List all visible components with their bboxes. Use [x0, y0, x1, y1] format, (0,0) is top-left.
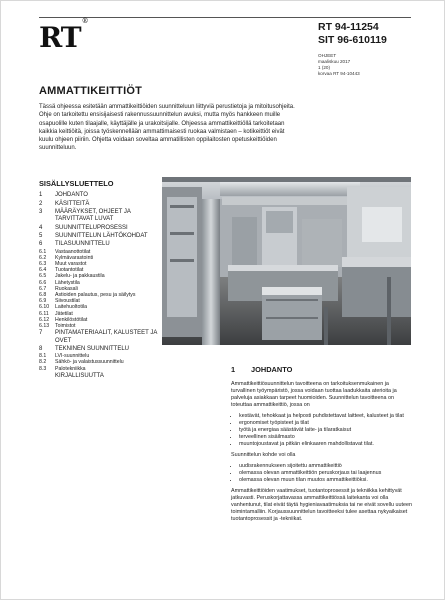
toc-item-label: Kylmävarastointi	[55, 254, 94, 261]
toc-item-number	[39, 373, 55, 380]
section-paragraph-1: Ammattikeittiösuunnittelun tavoitteena on tarkoituksenmukainen ja turvallinen työympäristö, jossa voidaan tuottaa laadukkaita aterioita ja palveluja asiakkaan tarpeet huomioiden. Suunnittelun tavoitteena on toteuttaa ammattikeittiö, jossa on	[231, 381, 397, 408]
toc-item	[39, 323, 159, 329]
table-of-contents	[39, 191, 159, 380]
toc-item-label: LVI-suunnittelu	[55, 353, 90, 360]
toc-item-number: 6.1	[39, 248, 47, 255]
toc-item-number: 6.10	[39, 304, 50, 311]
toc-item-label: Palotekniikka	[55, 365, 86, 372]
toc-item-number: 5	[39, 232, 43, 239]
toc-item	[39, 241, 159, 248]
toc-item-label: Ruokasali	[55, 285, 78, 292]
toc-item-label: Astioiden palautus, pesu ja säilytys	[55, 291, 136, 298]
toc-item-label: Laitehuoltotila	[55, 304, 88, 311]
toc-item	[39, 192, 159, 199]
section-number: 1	[231, 365, 236, 374]
toc-item-number: 6.6	[39, 279, 47, 286]
toc-item-label: Muut varastot	[55, 260, 87, 267]
rt-code: RT 94-11254	[318, 21, 379, 33]
toc-item-label: Jätetilat	[55, 310, 73, 317]
toc-item-label: KIRJALLISUUTTA	[55, 372, 104, 379]
toc-item-number: 1	[39, 192, 43, 199]
toc-item-label: PINTAMATERIAALIT, KALUSTEET JA OVET	[55, 330, 158, 344]
kitchen-photo-graphic	[162, 177, 411, 345]
rt-logo	[39, 16, 88, 54]
toc-item-label: Tuotantotilat	[55, 267, 84, 274]
list-item: • työtä ja energiaa säästävät laite- ja tilaratkaisut	[239, 427, 413, 434]
toc-item-number: 8.3	[39, 365, 47, 372]
toc-item-label: Vastaanottotilat	[55, 248, 91, 255]
document-codes	[318, 21, 387, 47]
toc-item-number: 6.11	[39, 310, 49, 317]
toc-heading: SISÄLLYSLUETTELO	[39, 179, 114, 188]
page-title: AMMATTIKEITTIÖT	[39, 85, 142, 97]
meta-replaces: korvaa RT 94-10443	[318, 71, 360, 76]
section-heading	[231, 365, 292, 374]
toc-item-label: JOHDANTO	[55, 192, 88, 199]
toc-item-label: KÄSITTEITÄ	[55, 200, 90, 207]
toc-item	[39, 201, 159, 208]
toc-item	[39, 225, 159, 232]
list-item: • olemassa olevan ammattikeittiön peruskorjaus tai laajennus	[239, 470, 413, 477]
logo-text: RT	[39, 21, 81, 54]
toc-item-number: 6.5	[39, 273, 47, 280]
toc-item-label: Jakelu- ja pakkaustila	[55, 273, 105, 280]
list-item: • muuntojoustavat ja pitkän elinkaaren mahdollistavat tilat.	[239, 441, 413, 448]
header-rule	[39, 17, 411, 18]
toc-item-label: Sähkö- ja valaistussuunnittelu	[55, 359, 124, 366]
toc-item-label: Siivoustilat	[55, 298, 80, 305]
toc-item-number: 8	[39, 345, 43, 352]
toc-item-label: SUUNNITTELUPROSESSI	[55, 224, 128, 231]
list-item: • kestävät, tehokkaat ja helposti puhdistettavat laitteet, kalusteet ja tilat	[239, 413, 413, 420]
toc-item-number: 6.13	[39, 322, 50, 329]
kitchen-photo	[162, 177, 411, 345]
toc-item-label: Toimistot	[55, 322, 76, 329]
toc-item-number: 8.2	[39, 359, 47, 366]
toc-item-number: 3	[39, 208, 43, 215]
list-item: • uudisrakennukseen sijoitettu ammattikeittiö	[239, 463, 413, 470]
registered-mark: ®	[81, 16, 88, 25]
section-title: JOHDANTO	[251, 365, 293, 374]
intro-paragraph: Tässä ohjeessa esitetään ammattikeittiöiden suunnitteluun liittyviä perustietoja ja mitoitusohjeita. Ohje on tarkoitettu ensisijaisesti rakennussuunnittelun avuksi, mutta myös hankkeen muille osapuolille kuten tilaajalle, käyttäjälle ja urakoitsijalle. Ohjeessa ammattikeittiöllä tarkoitetaan kaikkia keittiöitä, joissa työskennellään ammattimaisesti ruokaa valmistaen – kotikeittiöt eivät kuulu ohjeen piiriin. Ohjetta voidaan soveltaa ammatillisten oppilaitosten opetuskeittiöiden suunnitteluun.	[39, 104, 295, 152]
sit-code: SIT 96-610119	[318, 34, 387, 46]
toc-item-number: 4	[39, 224, 43, 231]
toc-item-number: 6.4	[39, 267, 47, 274]
toc-item-label: TEKNINEN SUUNNITTELU	[55, 345, 130, 352]
toc-item-number: 6.8	[39, 291, 47, 298]
toc-item-number: 8.1	[39, 353, 47, 360]
toc-item-number: 2	[39, 200, 43, 207]
targets-list	[231, 463, 413, 484]
toc-item-number: 7	[39, 330, 43, 337]
list-item: • ergonomiset työpisteet ja tilat	[239, 420, 413, 427]
list-item: • olemassa olevan muun tilan muutos ammattikeittiöksi.	[239, 477, 413, 484]
toc-item-number: 6.2	[39, 254, 47, 261]
section-paragraph-2: Suunnittelun kohde voi olla	[231, 452, 296, 458]
toc-item	[39, 233, 159, 240]
toc-item	[39, 373, 159, 380]
goals-list	[231, 413, 413, 448]
toc-item	[39, 209, 159, 223]
meta-type: OHJEET	[318, 53, 337, 58]
toc-item-number: 6.9	[39, 298, 47, 305]
list-item: • terveellinen sisäilmasto	[239, 434, 413, 441]
toc-item-number: 6.12	[39, 316, 50, 323]
section-paragraph-3: Ammattikeittiöiden vaatimukset, tuotantoprosessit ja tekniikka kehittyvät jatkuvasti. Peruskorjattavassa ammattikeittiössä laitekanta voi olla vanhentunut, tilat eivät täytä hygieniavaatimuksia tai ne eivät sovellu uuteen toimintamalliin. Korjaussuunnittelun tavoitteeksi tulee asettaa nykyaikaiset tuotantoprosessit ja -tekniikat.	[231, 488, 412, 522]
meta-pages: 1 (20)	[318, 65, 331, 70]
toc-item-number: 6	[39, 241, 43, 248]
toc-item-number: 6.3	[39, 260, 47, 267]
toc-item-label: TILASUUNNITTELU	[55, 241, 110, 248]
toc-item	[39, 330, 159, 344]
toc-item-number: 6.7	[39, 285, 47, 292]
section-body	[231, 381, 413, 527]
toc-item-label: MÄÄRÄYKSET, OHJEET JA TARVITTAVAT LUVAT	[55, 208, 131, 223]
toc-item	[39, 366, 159, 372]
document-meta	[318, 53, 360, 77]
toc-item-label: SUUNNITTELUN LÄHTÖKOHDAT	[55, 232, 148, 239]
meta-date: maaliskuu 2017	[318, 59, 351, 64]
toc-item	[39, 346, 159, 353]
toc-item-label: Henkilöstötilat	[55, 316, 88, 323]
toc-item-label: Lähetystila	[55, 279, 80, 286]
